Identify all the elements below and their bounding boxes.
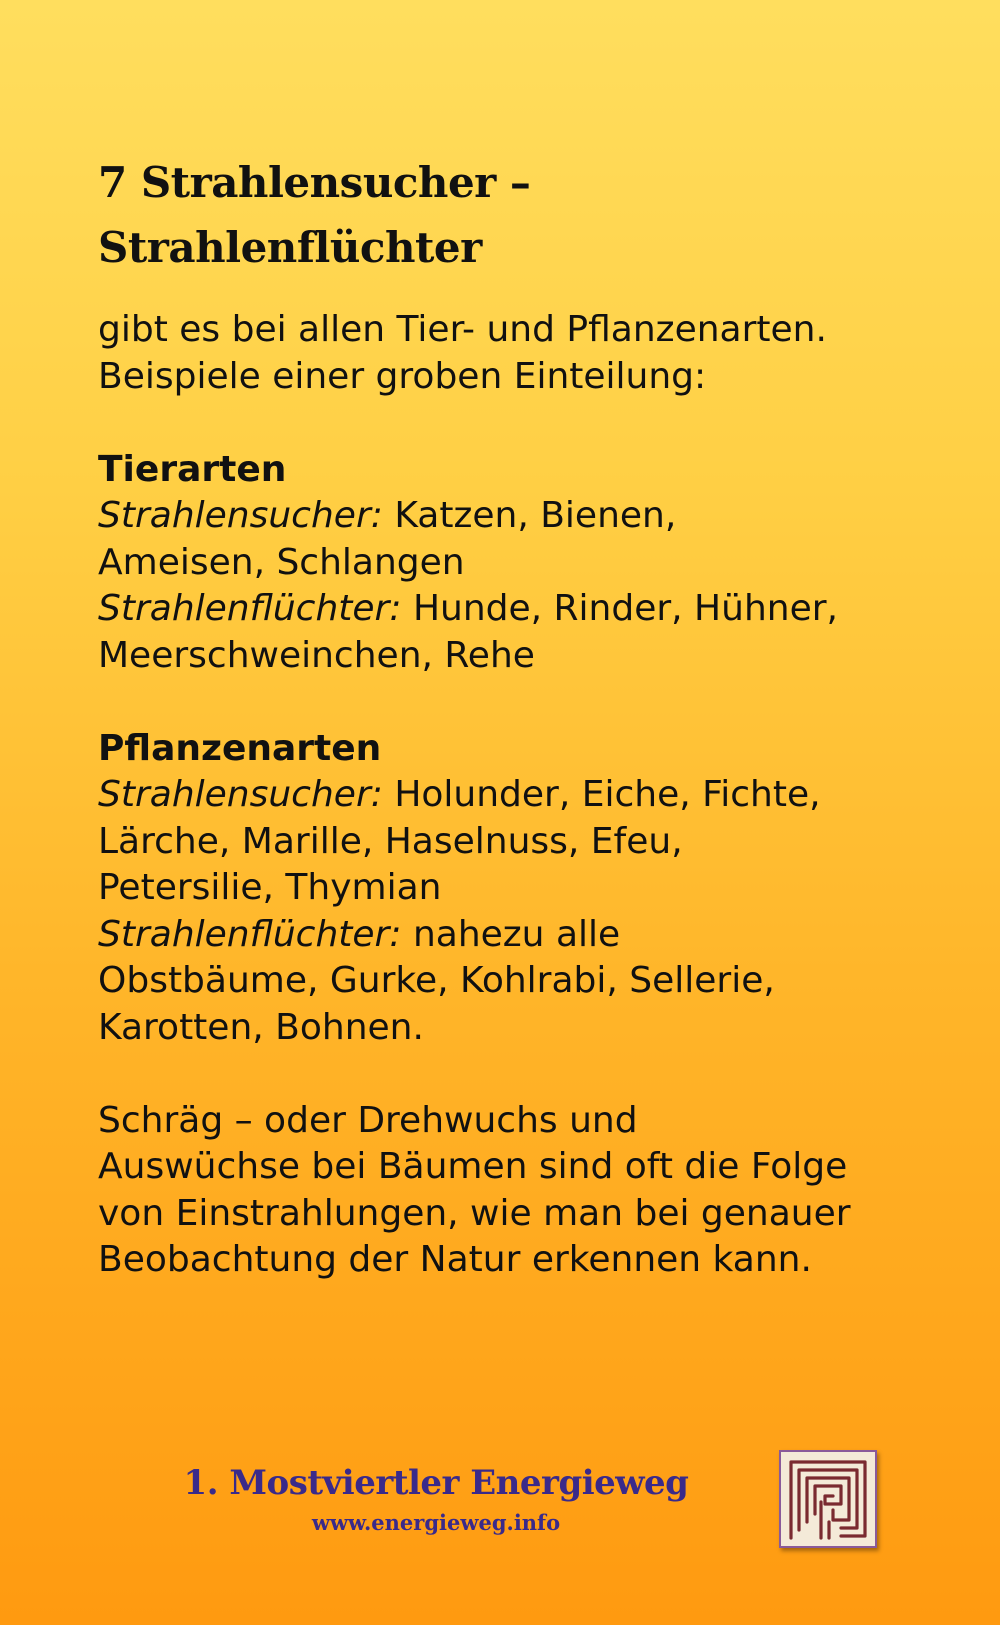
intro-line-2: Beispiele einer groben Einteilung: [98, 355, 707, 397]
plants-seekers-line-3: Petersilie, Thymian [98, 867, 442, 908]
animals-avoiders-text: Hunde, Rinder, Hühner, [401, 588, 838, 629]
plants-seekers-text: Holunder, Eiche, Fichte, [382, 774, 821, 815]
footer-url-link[interactable]: www.energieweg.info [311, 1510, 561, 1535]
plants-seekers-line-2: Lärche, Marille, Haselnuss, Efeu, [98, 820, 683, 862]
note-line-4: Beobachtung der Natur erkennen kann. [98, 1239, 812, 1280]
animals-seekers-line-2: Ameisen, Schlangen [98, 541, 465, 583]
plants-section [98, 726, 958, 1052]
title-line-1: 7 Strahlensucher – [98, 158, 531, 207]
animals-section [98, 447, 958, 680]
note-paragraph [98, 1098, 958, 1284]
labyrinth-logo-icon [779, 1450, 877, 1548]
page-title [98, 150, 918, 280]
plants-avoiders-line-3: Karotten, Bohnen. [98, 1006, 424, 1048]
plants-heading: Pflanzenarten [98, 727, 382, 769]
animals-avoiders-line-2: Meerschweinchen, Rehe [98, 634, 535, 676]
title-line-2: Strahlenflüchter [98, 223, 482, 272]
plants-avoiders-text: nahezu alle [401, 913, 621, 955]
note-line-3: von Einstrahlungen, wie man bei genauer [98, 1192, 851, 1234]
animals-seekers-label: Strahlensucher: [98, 495, 383, 536]
animals-heading: Tierarten [98, 448, 287, 490]
intro-line-1: gibt es bei allen Tier- und Pflanzenarten. [98, 309, 827, 350]
plants-avoiders-line-1 [98, 912, 958, 959]
animals-seekers-text: Katzen, Bienen, [382, 495, 677, 536]
note-line-2: Auswüchse bei Bäumen sind oft die Folge [98, 1146, 848, 1187]
main-content [98, 307, 958, 1284]
animals-seekers-line-1 [98, 493, 958, 540]
plants-seekers-line-1 [98, 772, 958, 819]
animals-avoiders-label: Strahlenflüchter: [98, 588, 402, 629]
plants-avoiders-line-2: Obstbäume, Gurke, Kohlrabi, Sellerie, [98, 960, 775, 1001]
note-line-1: Schräg – oder Drehwuchs und [98, 1099, 638, 1141]
plants-avoiders-label: Strahlenflüchter: [98, 913, 402, 955]
animals-avoiders-line-1 [98, 586, 958, 633]
intro-paragraph [98, 307, 958, 400]
plants-seekers-label: Strahlensucher: [98, 774, 383, 815]
footer-title: 1. Mostviertler Energieweg [183, 1463, 689, 1503]
